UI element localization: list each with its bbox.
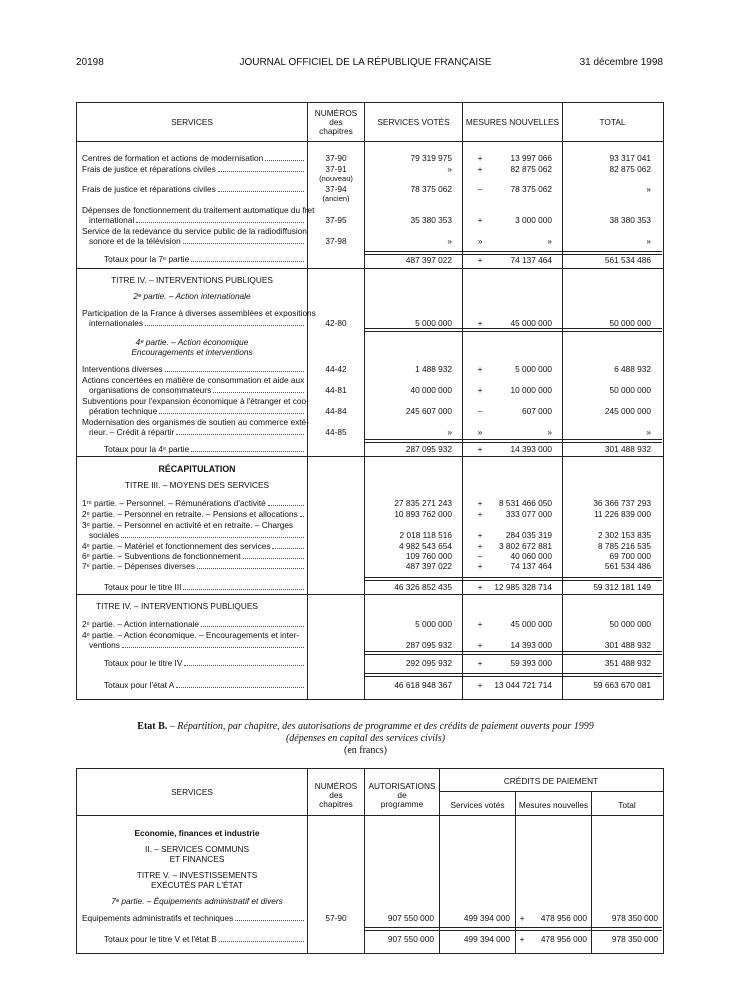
row-mesures-nouvelles: » <box>547 427 552 437</box>
row-total: 301 488 932 <box>604 444 651 454</box>
row-sign: + <box>477 530 483 540</box>
row-total: 11 226 839 000 <box>593 509 651 519</box>
col-header-services: SERVICES <box>171 117 213 127</box>
row-sign: + <box>477 498 483 508</box>
ministry-heading: Economie, finances et industrie <box>134 828 260 838</box>
col-header-des: des <box>329 790 343 800</box>
journal-title: JOURNAL OFFICIEL DE LA RÉPUBLIQUE FRANÇAISE <box>239 57 492 68</box>
leader-dots <box>268 504 304 506</box>
row-mesures-nouvelles: 40 060 000 <box>510 551 552 561</box>
row-services-votes: 5 000 000 <box>415 619 452 629</box>
row-label: Totaux pour l'état A <box>104 680 175 690</box>
row-total: 561 534 486 <box>604 561 651 571</box>
section-heading: II. – SERVICES COMMUNS <box>144 844 250 854</box>
leader-dots <box>165 370 304 372</box>
leader-dots <box>191 450 304 452</box>
row-label: Frais de justice et réparations civiles <box>82 184 216 194</box>
header-rule <box>439 791 663 792</box>
row-services-votes: 10 893 762 000 <box>394 509 452 519</box>
row-services-votes: 109 760 000 <box>405 551 452 561</box>
row-sign: + <box>477 541 483 551</box>
etat-b-subcaption: (dépenses en capital des services civils) <box>285 733 446 744</box>
row-mesures-nouvelles: 607 000 <box>522 406 552 416</box>
etat-b-title: Etat B. <box>137 721 168 732</box>
row-services-votes: 487 397 022 <box>405 255 452 265</box>
row-label: Participation de la France à diverses assemblées et expositions <box>82 308 316 318</box>
row-chapter: 57-90 <box>325 913 347 923</box>
row-mesures-nouvelles: 478 956 000 <box>540 934 587 944</box>
col-header-mesures-nouvelles: Mesures nouvelles <box>518 800 589 810</box>
row-total: 301 488 932 <box>604 640 651 650</box>
leader-dots <box>183 588 304 590</box>
page-number: 20198 <box>76 57 104 68</box>
row-label: Service de la redevance du service public de la radiodiffusion <box>82 226 307 236</box>
recap-heading: RÉCAPITULATION <box>158 464 236 474</box>
row-total: 50 000 000 <box>609 619 651 629</box>
row-label: Totaux pour la 7ᵉ partie <box>104 254 190 264</box>
row-label: Dépenses de fonctionnement du traitement automatique du fret <box>82 205 315 215</box>
row-label: Frais de justice et réparations civiles <box>82 164 216 174</box>
row-label: 4ᵉ partie. – Matériel et fonctionnement des services <box>82 541 271 551</box>
row-services-votes: 46 326 852 435 <box>394 582 452 592</box>
leader-dots <box>184 664 304 666</box>
page-date: 31 décembre 1998 <box>579 57 663 68</box>
row-total: 50 000 000 <box>609 318 651 328</box>
row-mesures-nouvelles: 3 802 672 881 <box>498 541 552 551</box>
row-sign: + <box>477 582 483 592</box>
row-chapter: 44-85 <box>325 427 347 437</box>
col-header-autorisations: AUTORISATIONS <box>368 781 436 791</box>
row-label: 2ᵉ partie. – Personnel en retraite. – Pensions et allocations <box>82 509 298 519</box>
total-rule <box>364 927 662 931</box>
leader-dots <box>219 940 304 942</box>
row-services-votes: 499 394 000 <box>463 934 510 944</box>
col-header-chapitres: chapitres <box>319 126 353 136</box>
total-rule <box>364 577 662 581</box>
row-sign: + <box>477 153 483 163</box>
row-label-cont: organisations de consommateurs <box>89 385 212 395</box>
row-services-votes: » <box>447 164 452 174</box>
row-label-cont: sociales <box>89 530 119 540</box>
row-label: 2ᵉ partie. – Action internationale <box>82 619 200 629</box>
row-sign: + <box>477 640 483 650</box>
header-rule <box>76 815 663 816</box>
row-label: Subventions pour l'expansion économique à l'étranger et coo- <box>82 396 309 406</box>
row-rule <box>76 594 663 595</box>
row-mesures-nouvelles: 284 035 319 <box>505 530 552 540</box>
col-header-credits-paiement: CRÉDITS DE PAIEMENT <box>503 776 599 786</box>
col-header-programme: programme <box>380 799 424 809</box>
leader-dots <box>213 391 304 393</box>
row-mesures-nouvelles: 13 997 066 <box>510 153 552 163</box>
leader-dots <box>183 242 304 244</box>
section-heading: TITRE III. – MOYENS DES SERVICES <box>124 480 270 490</box>
row-mesures-nouvelles: 74 137 464 <box>510 255 552 265</box>
row-sign: + <box>519 913 525 923</box>
row-services-votes: 1 488 932 <box>415 364 452 374</box>
row-services-votes: 499 394 000 <box>463 913 510 923</box>
col-header-total: Total <box>618 800 636 810</box>
row-label: Actions concertées en matière de consommation et aide aux <box>82 375 305 385</box>
row-sign: + <box>477 164 483 174</box>
col-divider <box>439 768 440 953</box>
row-mesures-nouvelles: 8 531 466 050 <box>498 498 552 508</box>
leader-dots <box>265 159 304 161</box>
leader-dots <box>136 221 304 223</box>
row-label-cont: rieur. – Crédit à répartir <box>89 427 175 437</box>
row-label: 6ᵉ partie. – Subventions de fonctionnement <box>82 551 241 561</box>
titre-heading: TITRE V. – INVESTISSEMENTS <box>136 870 258 880</box>
row-label: Modernisation des organismes de soutien au commerce exté- <box>82 417 309 427</box>
row-sign: + <box>477 255 483 265</box>
row-mesures-nouvelles: 78 375 062 <box>510 184 552 194</box>
part-subheading: Encouragements et interventions <box>131 347 253 357</box>
leader-dots <box>272 547 304 549</box>
leader-dots <box>176 433 304 435</box>
etat-b-caption <box>0 721 731 733</box>
row-chapter-note: (nouveau) <box>319 174 353 183</box>
col-header-services-votes: SERVICES VOTÉS <box>377 117 450 127</box>
row-label-cont: pération technique <box>89 406 158 416</box>
row-total: 82 875 062 <box>609 164 651 174</box>
row-mesures-nouvelles: 5 000 000 <box>515 364 552 374</box>
etat-b-unit: (en francs) <box>343 745 388 756</box>
row-label: Totaux pour le titre IV <box>104 658 183 668</box>
row-services-votes: 79 319 975 <box>410 153 452 163</box>
row-label: Centres de formation et actions de modernisation <box>82 153 264 163</box>
row-autorisations: 907 550 000 <box>387 934 434 944</box>
row-services-votes: 2 018 118 516 <box>399 530 452 540</box>
row-services-votes: 287 095 932 <box>405 640 452 650</box>
row-mesures-nouvelles: 333 077 000 <box>505 509 552 519</box>
row-total: » <box>646 184 651 194</box>
row-label: Equipements administratifs et techniques <box>82 913 234 923</box>
row-total: 59 312 181 149 <box>593 582 651 592</box>
row-total: 59 663 670 081 <box>593 680 651 690</box>
row-autorisations: 907 550 000 <box>387 913 434 923</box>
row-sign: – <box>477 406 483 416</box>
leader-dots <box>191 260 304 262</box>
row-services-votes: 4 982 543 654 <box>398 541 452 551</box>
leader-dots <box>235 919 304 921</box>
row-chapter-note: (ancien) <box>322 194 350 203</box>
row-label: 1ʳᵉ partie. – Personnel. – Rémunérations d'activité <box>82 498 266 508</box>
row-sign: – <box>477 551 483 561</box>
row-sign: + <box>477 619 483 629</box>
row-label: Totaux pour la 4ᵉ partie <box>104 444 190 454</box>
section-heading: TITRE IV. – INTERVENTIONS PUBLIQUES <box>96 601 258 611</box>
row-sign: + <box>477 318 483 328</box>
col-header-services-votes: Services votés <box>450 800 505 810</box>
row-total: 69 700 000 <box>609 551 651 561</box>
leader-dots <box>243 557 304 559</box>
total-rule <box>364 328 662 332</box>
total-rule <box>364 651 662 655</box>
row-total: 6 488 932 <box>614 364 651 374</box>
row-mesures-nouvelles: » <box>547 236 552 246</box>
leader-dots <box>145 324 304 326</box>
row-sign: + <box>477 215 483 225</box>
row-label-cont: international <box>89 215 135 225</box>
row-mesures-nouvelles: 478 956 000 <box>540 913 587 923</box>
row-chapter: 44-81 <box>325 385 347 395</box>
col-header-numeros: NUMÉROS <box>314 781 358 791</box>
row-sign: + <box>477 561 483 571</box>
row-label: Totaux pour le titre III <box>104 582 182 592</box>
row-label: Interventions diverses <box>82 364 163 374</box>
etat-b-caption-text: – Répartition, par chapitre, des autorisations de programme et des crédits de paiement ouverts pour 1999 <box>169 721 594 732</box>
row-services-votes: 245 607 000 <box>405 406 452 416</box>
col-header-numeros: NUMÉROS <box>314 108 358 118</box>
row-services-votes: » <box>447 427 452 437</box>
part-heading: 2ᵉ partie. – Action internationale <box>133 291 251 301</box>
row-mesures-nouvelles: 82 875 062 <box>510 164 552 174</box>
section-heading-cont: ET FINANCES <box>169 854 225 864</box>
row-total: » <box>646 236 651 246</box>
row-mesures-nouvelles: 74 137 464 <box>510 561 552 571</box>
total-rule <box>364 673 662 677</box>
row-mesures-nouvelles: 14 393 000 <box>510 444 552 454</box>
row-label: Totaux pour le titre V et l'état B <box>104 934 217 944</box>
row-label: 4ᵉ partie. – Action économique. – Encouragements et inter- <box>82 630 300 640</box>
row-mesures-nouvelles: 12 985 328 714 <box>494 582 552 592</box>
col-header-services: SERVICES <box>171 787 213 797</box>
row-sign: – <box>477 184 483 194</box>
leader-dots <box>176 686 304 688</box>
row-total: 561 534 486 <box>604 255 651 265</box>
row-total: 245 000 000 <box>604 406 651 416</box>
row-total: 36 366 737 293 <box>593 498 651 508</box>
row-sign: + <box>477 385 483 395</box>
leader-dots <box>122 646 304 648</box>
row-services-votes: 487 397 022 <box>405 561 452 571</box>
row-label: 3ᵉ partie. – Personnel en activité et en retraite. – Charges <box>82 520 294 530</box>
row-rule <box>76 268 663 269</box>
row-mesures-nouvelles: 45 000 000 <box>510 318 552 328</box>
row-chapter: 37-98 <box>325 236 347 246</box>
row-sign: + <box>477 444 483 454</box>
section-heading: TITRE IV. – INTERVENTIONS PUBLIQUES <box>111 275 273 285</box>
row-chapter: 44-42 <box>325 364 347 374</box>
leader-dots <box>159 412 304 414</box>
row-sign: + <box>519 934 525 944</box>
row-total: 50 000 000 <box>609 385 651 395</box>
row-chapter: 37-94 <box>325 184 347 194</box>
row-services-votes: 46 618 948 367 <box>394 680 452 690</box>
row-mesures-nouvelles: 14 393 000 <box>510 640 552 650</box>
leader-dots <box>218 170 304 172</box>
row-total: » <box>646 427 651 437</box>
row-mesures-nouvelles: 59 393 000 <box>510 658 552 668</box>
row-rule <box>76 456 663 457</box>
leader-dots <box>121 536 304 538</box>
row-services-votes: 27 835 271 243 <box>394 498 452 508</box>
row-label-cont: internationales <box>89 318 143 328</box>
leader-dots <box>197 567 304 569</box>
row-services-votes: » <box>447 236 452 246</box>
row-mesures-nouvelles: 10 000 000 <box>510 385 552 395</box>
row-total: 351 488 932 <box>604 658 651 668</box>
col-divider <box>462 102 463 699</box>
row-sign: » <box>477 236 483 246</box>
row-sign: + <box>477 658 483 668</box>
row-total: 978 350 000 <box>611 913 658 923</box>
row-mesures-nouvelles: 45 000 000 <box>510 619 552 629</box>
part-heading: 4ᵉ partie. – Action économique <box>135 337 249 347</box>
row-services-votes: 287 095 932 <box>405 444 452 454</box>
col-header-mesures-nouvelles: MESURES NOUVELLES <box>465 117 560 127</box>
row-sign: + <box>477 364 483 374</box>
row-chapter: 44-84 <box>325 406 347 416</box>
row-services-votes: 292 095 932 <box>405 658 452 668</box>
row-total: 2 302 153 835 <box>597 530 651 540</box>
row-mesures-nouvelles: 13 044 721 714 <box>494 680 552 690</box>
row-sign: » <box>477 427 483 437</box>
leader-dots <box>201 625 304 627</box>
row-label-cont: ventions <box>89 640 120 650</box>
row-services-votes: 78 375 062 <box>410 184 452 194</box>
row-sign: + <box>477 680 483 690</box>
part-heading: 7ᵉ partie. – Équipements administratif et divers <box>111 896 283 906</box>
titre-heading-cont: EXÉCUTÉS PAR L'ÉTAT <box>151 880 243 890</box>
row-total: 978 350 000 <box>611 934 658 944</box>
row-services-votes: 35 380 353 <box>410 215 452 225</box>
col-header-total: TOTAL <box>599 117 626 127</box>
row-services-votes: 40 000 000 <box>410 385 452 395</box>
row-label: 7ᵉ partie. – Dépenses diverses <box>82 561 195 571</box>
row-chapter: 37-91 <box>325 164 347 174</box>
col-header-chapitres: chapitres <box>319 799 353 809</box>
row-sign: + <box>477 509 483 519</box>
col-header-de: de <box>397 790 407 800</box>
row-mesures-nouvelles: 3 000 000 <box>515 215 552 225</box>
leader-dots <box>218 190 304 192</box>
row-label-cont: sonore et de la télévision <box>89 236 181 246</box>
row-chapter: 42-80 <box>325 318 347 328</box>
row-total: 8 785 216 535 <box>597 541 651 551</box>
row-services-votes: 5 000 000 <box>415 318 452 328</box>
total-rule <box>364 439 662 443</box>
row-chapter: 37-90 <box>325 153 347 163</box>
col-header-des: des <box>329 117 343 127</box>
row-total: 93 317 041 <box>609 153 651 163</box>
row-chapter: 37-95 <box>325 215 347 225</box>
header-rule <box>76 141 663 142</box>
leader-dots <box>300 515 304 517</box>
row-total: 38 380 353 <box>609 215 651 225</box>
